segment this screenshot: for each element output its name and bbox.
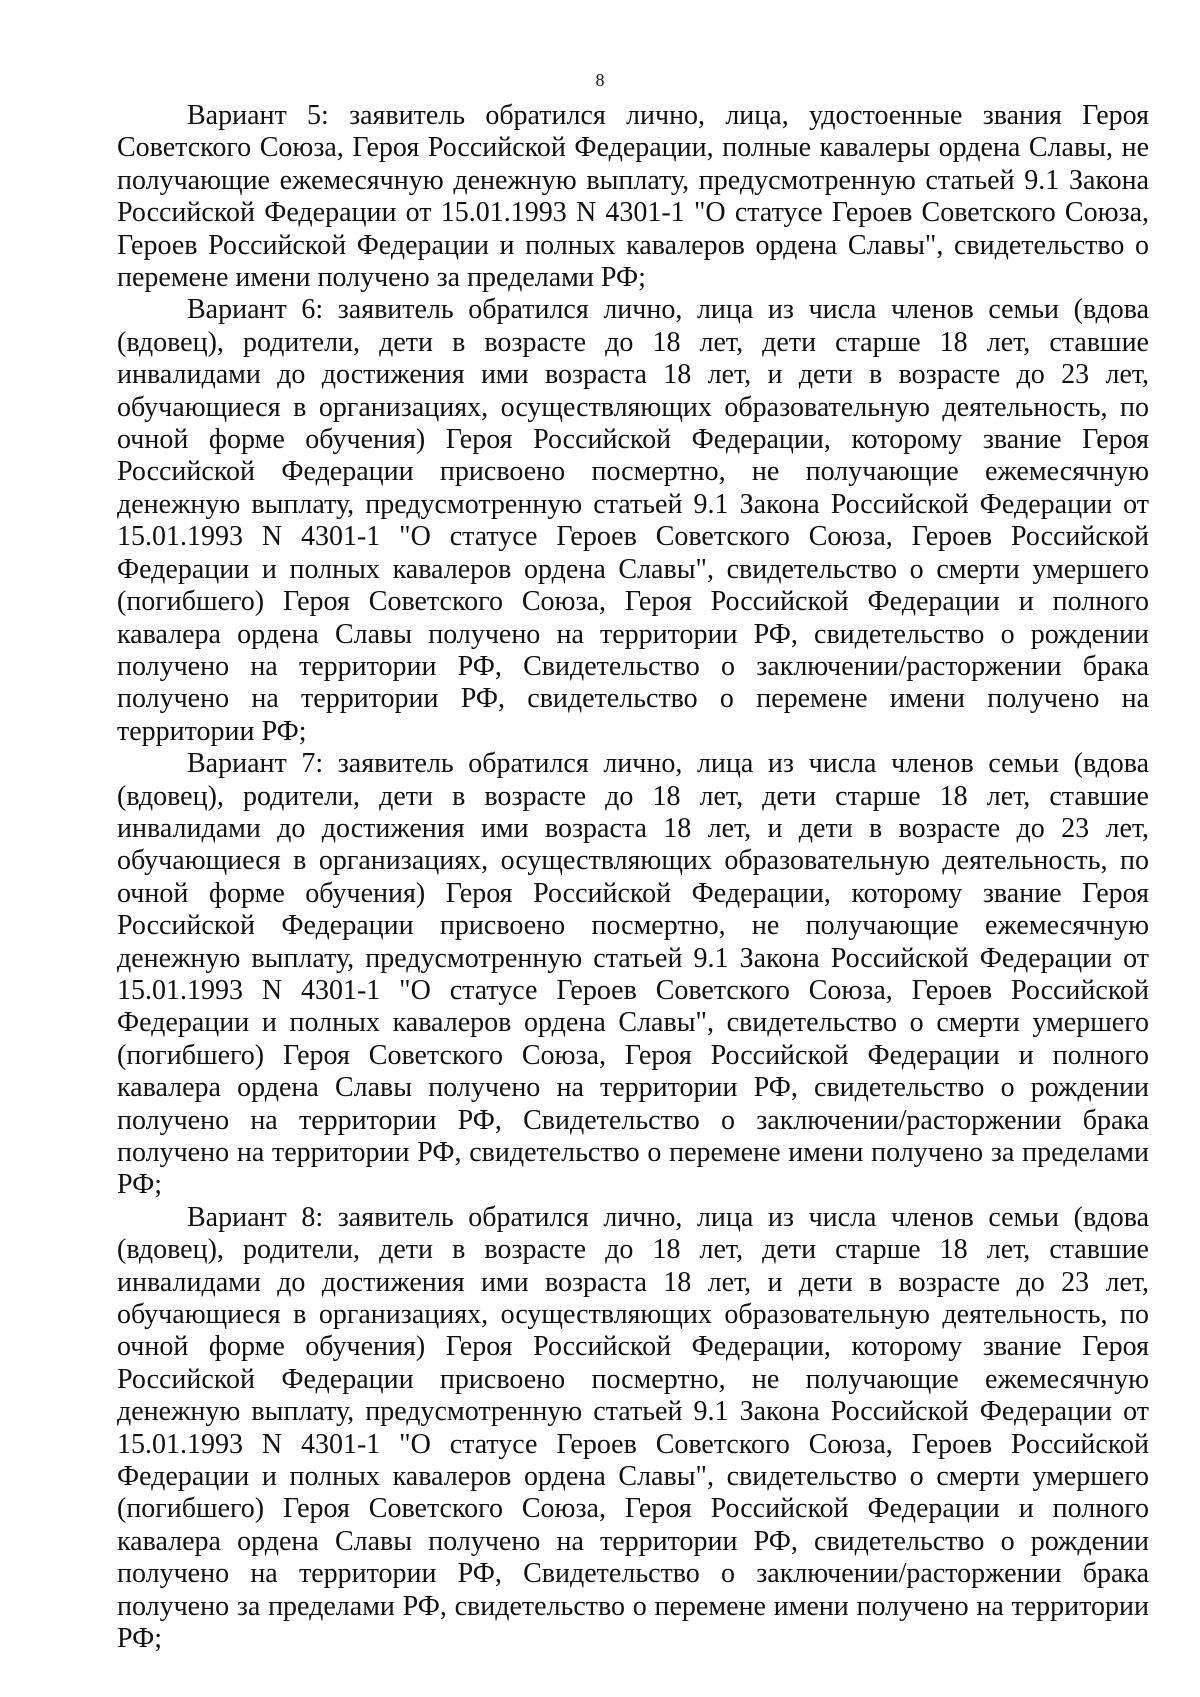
paragraph-variant-6: Вариант 6: заявитель обратился лично, лица из числа членов семьи (вдова (вдовец), родители, дети в возрасте до 18 лет, дети старше 18 лет, ставшие инвалидами до достижения ими возраста 18 лет, и дети в возрасте до 23 лет, обучающиеся в организациях, осуществляющих образовательную деятельность, по очной форме обучения) Героя Российской Федерации, которому звание Героя Российской Федерации присвоено посмертно, не получающие ежемесячную денежную выплату, предусмотренную статьей 9.1 Закона Российской Федерации от 15.01.1993 N 4301-1 "О статусе Героев Советского Союза, Героев Российской Федерации и полных кавалеров ордена Славы", свидетельство о смерти умершего (погибшего) Героя Советского Союза, Героя Российской Федерации и полного кавалера ордена Славы получено на территории РФ, свидетельство о рождении получено на территории РФ, Свидетельство о заключении/расторжении брака получено на территории РФ, свидетельство о перемене имени получено на территории РФ; <box>117 294 1149 747</box>
page-number: 8 <box>595 70 605 90</box>
paragraph-variant-7: Вариант 7: заявитель обратился лично, лица из числа членов семьи (вдова (вдовец), родители, дети в возрасте до 18 лет, дети старше 18 лет, ставшие инвалидами до достижения ими возраста 18 лет, и дети в возрасте до 23 лет, обучающиеся в организациях, осуществляющих образовательную деятельность, по очной форме обучения) Героя Российской Федерации, которому звание Героя Российской Федерации присвоено посмертно, не получающие ежемесячную денежную выплату, предусмотренную статьей 9.1 Закона Российской Федерации от 15.01.1993 N 4301-1 "О статусе Героев Советского Союза, Героев Российской Федерации и полных кавалеров ордена Славы", свидетельство о смерти умершего (погибшего) Героя Советского Союза, Героя Российской Федерации и полного кавалера ордена Славы получено на территории РФ, свидетельство о рождении получено на территории РФ, Свидетельство о заключении/расторжении брака получено на территории РФ, свидетельство о перемене имени получено за пределами РФ; <box>117 748 1149 1201</box>
document-body <box>117 100 1149 1656</box>
paragraph-variant-8: Вариант 8: заявитель обратился лично, лица из числа членов семьи (вдова (вдовец), родители, дети в возрасте до 18 лет, дети старше 18 лет, ставшие инвалидами до достижения ими возраста 18 лет, и дети в возрасте до 23 лет, обучающиеся в организациях, осуществляющих образовательную деятельность, по очной форме обучения) Героя Российской Федерации, которому звание Героя Российской Федерации присвоено посмертно, не получающие ежемесячную денежную выплату, предусмотренную статьей 9.1 Закона Российской Федерации от 15.01.1993 N 4301-1 "О статусе Героев Советского Союза, Героев Российской Федерации и полных кавалеров ордена Славы", свидетельство о смерти умершего (погибшего) Героя Советского Союза, Героя Российской Федерации и полного кавалера ордена Славы получено на территории РФ, свидетельство о рождении получено на территории РФ, Свидетельство о заключении/расторжении брака получено за пределами РФ, свидетельство о перемене имени получено на территории РФ; <box>117 1201 1149 1655</box>
paragraph-variant-5: Вариант 5: заявитель обратился лично, лица, удостоенные звания Героя Советского Союза, Героя Российской Федерации, полные кавалеры ордена Славы, не получающие ежемесячную денежную выплату, предусмотренную статьей 9.1 Закона Российской Федерации от 15.01.1993 N 4301-1 "О статусе Героев Советского Союза, Героев Российской Федерации и полных кавалеров ордена Славы", свидетельство о перемене имени получено за пределами РФ; <box>117 100 1149 294</box>
